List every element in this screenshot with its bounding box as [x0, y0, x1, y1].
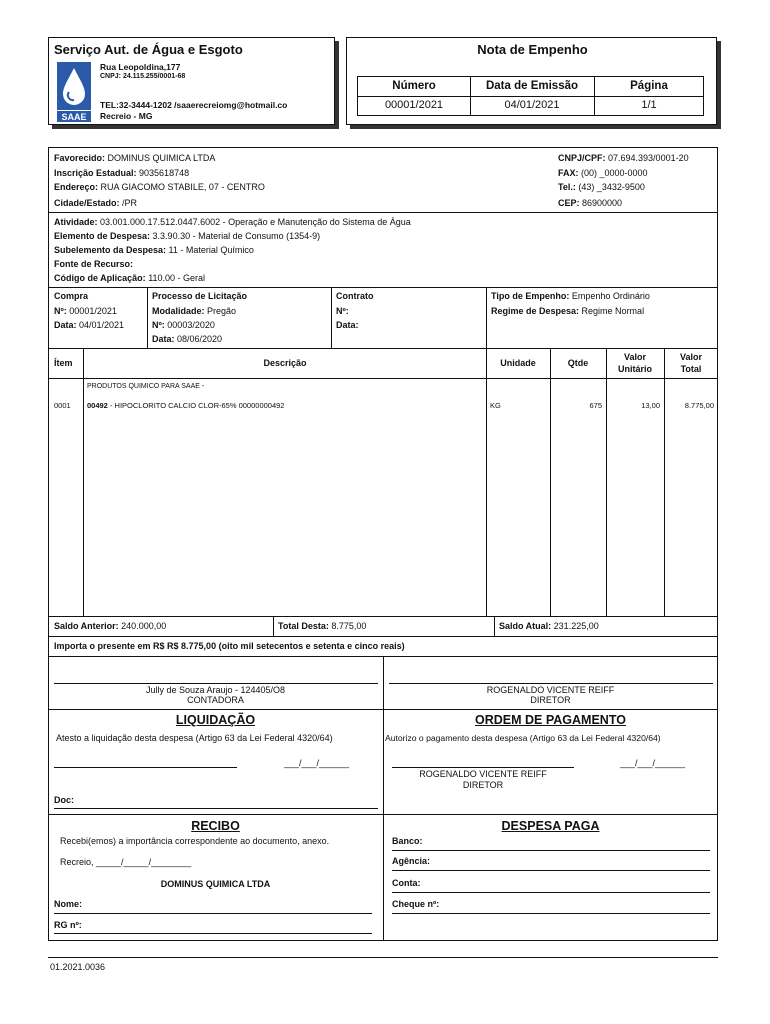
subelemento-despesa: Subelemento da Despesa: 11 - Material Químico — [54, 245, 254, 255]
importa-presente: Importa o presente em R$ R$ 8.775,00 (oito mil setecentos e setenta e cinco reais) — [54, 641, 405, 651]
processo-licitacao-label: Processo de Licitação — [152, 291, 248, 301]
tipo-empenho: Tipo de Empenho: Empenho Ordinário — [491, 291, 650, 301]
header-descricao: Descrição — [263, 358, 307, 368]
conta-label: Conta: — [392, 878, 421, 888]
saldo-anterior: Saldo Anterior: 240.000,00 — [54, 621, 167, 631]
recreio-date-line: Recreio, _____/_____/________ — [60, 857, 192, 867]
recibo-company: DOMINUS QUIMICA LTDA — [160, 879, 271, 889]
doc-info-table — [357, 76, 704, 116]
row-descricao: 00492 - HIPOCLORITO CALCIO CLOR-65% 00000000492 — [87, 401, 285, 410]
numero-label: Número — [392, 80, 436, 92]
fonte-recurso: Fonte de Recurso: — [54, 259, 134, 269]
ordem-date: ___/___/______ — [620, 758, 686, 768]
recibo-title: RECIBO — [191, 819, 240, 833]
header-unidade: Unidade — [500, 358, 536, 368]
endereco: Endereço: RUA GIACOMO STABILE, 07 - CENTRO — [54, 182, 265, 192]
header-valor-unitario-1: Valor — [623, 352, 646, 362]
org-city: Recreio - MG — [100, 111, 153, 121]
numero-value: 00001/2021 — [384, 99, 444, 111]
saae-logo — [54, 60, 94, 124]
header-valor-total-1: Valor — [679, 352, 702, 362]
contadora-name: Jully de Souza Araujo - 124405/O8 — [145, 685, 286, 695]
nota-header-box — [346, 37, 717, 125]
rg-label: RG nº: — [54, 920, 82, 930]
org-header-box — [48, 37, 335, 125]
contadora-role: CONTADORA — [187, 695, 244, 705]
row-unidade: KG — [490, 401, 501, 410]
cidade-estado: Cidade/Estado: /PR — [54, 198, 138, 208]
header-item: Ítem — [54, 358, 73, 368]
pagina-label: Página — [630, 80, 668, 92]
agencia-label: Agência: — [392, 856, 431, 866]
telefone: Tel.: (43) _3432-9500 — [558, 182, 645, 192]
row-valor-total: 8.775,00 — [684, 401, 714, 410]
despesa-paga-title: DESPESA PAGA — [501, 819, 600, 833]
footer-code: 01.2021.0036 — [50, 962, 106, 972]
banco-label: Banco: — [392, 836, 423, 846]
row-qtde: 675 — [589, 401, 602, 410]
header-qtde: Qtde — [567, 358, 589, 368]
org-contact: TEL:32-3444-1202 /saaerecreiomg@hotmail.co — [100, 100, 288, 110]
favorecido: Favorecido: DOMINUS QUIMICA LTDA — [54, 153, 216, 163]
regime-despesa: Regime de Despesa: Regime Normal — [491, 306, 645, 316]
codigo-aplicacao: Código de Aplicação: 110.00 - Geral — [54, 273, 206, 283]
inscricao-estadual: Inscrição Estadual: 9035618748 — [54, 168, 190, 178]
ordem-diretor-role: DIRETOR — [462, 780, 504, 790]
modalidade: Modalidade: Pregão — [152, 306, 237, 316]
liquidacao-text: Atesto a liquidação desta despesa (Artigo 63 da Lei Federal 4320/64) — [56, 733, 333, 743]
ordem-pagamento-title: ORDEM DE PAGAMENTO — [475, 713, 626, 727]
cep: CEP: 86900000 — [558, 198, 623, 208]
item-group-label: PRODUTOS QUIMICO PARA SAAE - — [87, 383, 205, 390]
elemento-despesa: Elemento de Despesa: 3.3.90.30 - Material de Consumo (1354-9) — [54, 231, 321, 241]
compra-label: Compra — [54, 291, 89, 301]
liquidacao-date: ___/___/______ — [284, 758, 350, 768]
compra-data: Data: 04/01/2021 — [54, 320, 125, 330]
ordem-pagamento-text: Autorizo o pagamento desta despesa (Artigo 63 da Lei Federal 4320/64) — [385, 733, 661, 743]
diretor-role: DIRETOR — [530, 695, 571, 705]
org-name: Serviço Aut. de Água e Esgoto — [54, 42, 243, 57]
pagina-value: 1/1 — [641, 99, 657, 111]
header-valor-unitario-2: Unitário — [617, 364, 652, 374]
contrato-data: Data: — [336, 320, 359, 330]
data-emissao-label: Data de Emissão — [485, 80, 579, 92]
doc-label: Doc: — [54, 795, 74, 805]
recibo-text: Recebi(emos) a importância correspondente ao documento, anexo. — [60, 836, 330, 846]
row-valor-unitario: 13,00 — [641, 401, 660, 410]
logo-text: SAAE — [61, 112, 87, 122]
diretor-name: ROGENALDO VICENTE REIFF — [486, 685, 615, 695]
data-emissao-value: 04/01/2021 — [504, 99, 560, 111]
nome-label: Nome: — [54, 899, 83, 909]
org-address: Rua Leopoldina,177 — [100, 62, 181, 72]
compra-numero: Nº: 00001/2021 — [54, 306, 117, 316]
cheque-label: Cheque nº: — [392, 899, 440, 909]
liquidacao-title: LIQUIDAÇÃO — [175, 713, 256, 727]
contrato-numero: Nº: — [336, 306, 349, 316]
cnpj-cpf: CNPJ/CPF: 07.694.393/0001-20 — [558, 153, 689, 163]
processo-data: Data: 08/06/2020 — [152, 334, 223, 344]
row-item: 0001 — [54, 401, 71, 410]
processo-numero: Nº: 00003/2020 — [152, 320, 215, 330]
fax: FAX: (00) _0000-0000 — [558, 168, 648, 178]
total-desta: Total Desta: 8.775,00 — [278, 621, 367, 631]
header-valor-total-2: Total — [680, 364, 702, 374]
atividade: Atividade: 03.001.000.17.512.0447.6002 - Operação e Manutenção do Sistema de Água — [54, 217, 411, 227]
saldo-atual: Saldo Atual: 231.225,00 — [499, 621, 599, 631]
org-cnpj: CNPJ: 24.115.255/0001-68 — [100, 73, 186, 80]
contrato-label: Contrato — [336, 291, 374, 301]
ordem-diretor-name: ROGENALDO VICENTE REIFF — [419, 769, 547, 779]
doc-title: Nota de Empenho — [477, 42, 588, 57]
